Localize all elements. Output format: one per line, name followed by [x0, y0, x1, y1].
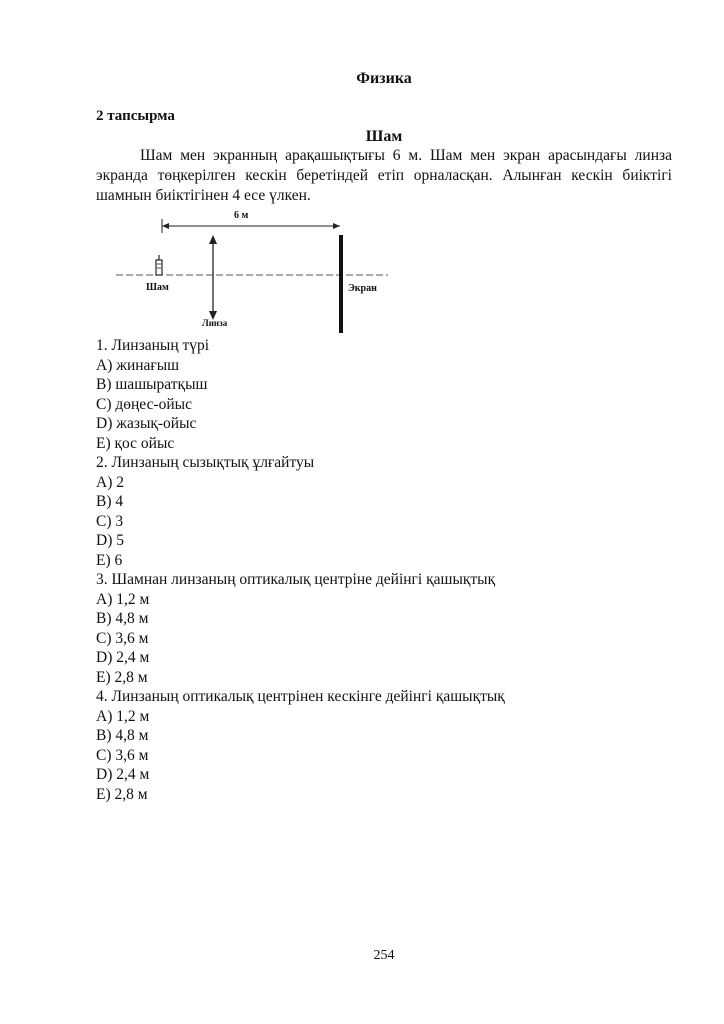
intro-paragraph: Шам мен экранның арақашықтығы 6 м. Шам мен экран арасындағы линза экранда төңкерілген кескін беретіндей етіп орналасқан. Алынған кескін биіктігі шамнын биіктігінен 4 есе үлкен.	[96, 147, 672, 204]
lens-icon	[209, 235, 217, 320]
task-label: 2 тапсырма	[96, 108, 175, 124]
answer-option: В) 4	[96, 493, 124, 510]
answer-option: D) 5	[96, 532, 124, 549]
question-4	[96, 687, 656, 804]
distance-arrowhead-left	[162, 223, 169, 229]
lamp-label: Шам	[146, 282, 169, 293]
answer-option: Е) 2,8 м	[96, 785, 148, 803]
answer-option: В) 4,8 м	[96, 727, 149, 744]
answer-option: С) 3,6 м	[96, 629, 149, 647]
answer-option: Е) 6	[96, 551, 123, 569]
answer-option: А) 1,2 м	[96, 707, 150, 725]
lamp-icon	[156, 255, 162, 275]
question-3	[96, 570, 656, 687]
answer-option: С) 3	[96, 512, 124, 530]
question-1	[96, 336, 656, 453]
question-text: 2. Линзаның сызықтық ұлғайтуы	[96, 454, 315, 471]
answer-option: С) 3,6 м	[96, 746, 149, 764]
topic-title: Шам	[365, 128, 403, 145]
optics-figure	[116, 205, 388, 335]
screen-label: Экран	[348, 283, 377, 294]
question-2	[96, 453, 656, 570]
lens-label: Линза	[202, 318, 228, 328]
answer-option: А) жинағыш	[96, 356, 180, 374]
screen-icon	[339, 235, 343, 333]
answer-option: А) 1,2 м	[96, 590, 150, 608]
answer-option: С) дөңес-ойыс	[96, 395, 192, 413]
question-text: 3. Шамнан линзаның оптикалық центріне дейінгі қашықтық	[96, 571, 496, 588]
questions-list	[96, 336, 656, 804]
answer-option: D) 2,4 м	[96, 766, 150, 783]
answer-option: А) 2	[96, 473, 124, 491]
answer-option: D) 2,4 м	[96, 649, 150, 666]
question-text: 1. Линзаның түрі	[96, 337, 210, 354]
distance-arrowhead-right	[333, 223, 340, 229]
page-number: 254	[373, 948, 395, 963]
answer-option: В) 4,8 м	[96, 610, 149, 627]
answer-option: В) шашыратқыш	[96, 376, 208, 393]
answer-option: Е) қос ойыс	[96, 434, 175, 452]
subject-title: Физика	[356, 70, 412, 87]
answer-option: Е) 2,8 м	[96, 668, 148, 686]
distance-label: 6 м	[234, 210, 249, 221]
question-text: 4. Линзаның оптикалық центрінен кескінге дейінгі қашықтық	[96, 688, 505, 705]
answer-option: D) жазық-ойыс	[96, 415, 197, 432]
